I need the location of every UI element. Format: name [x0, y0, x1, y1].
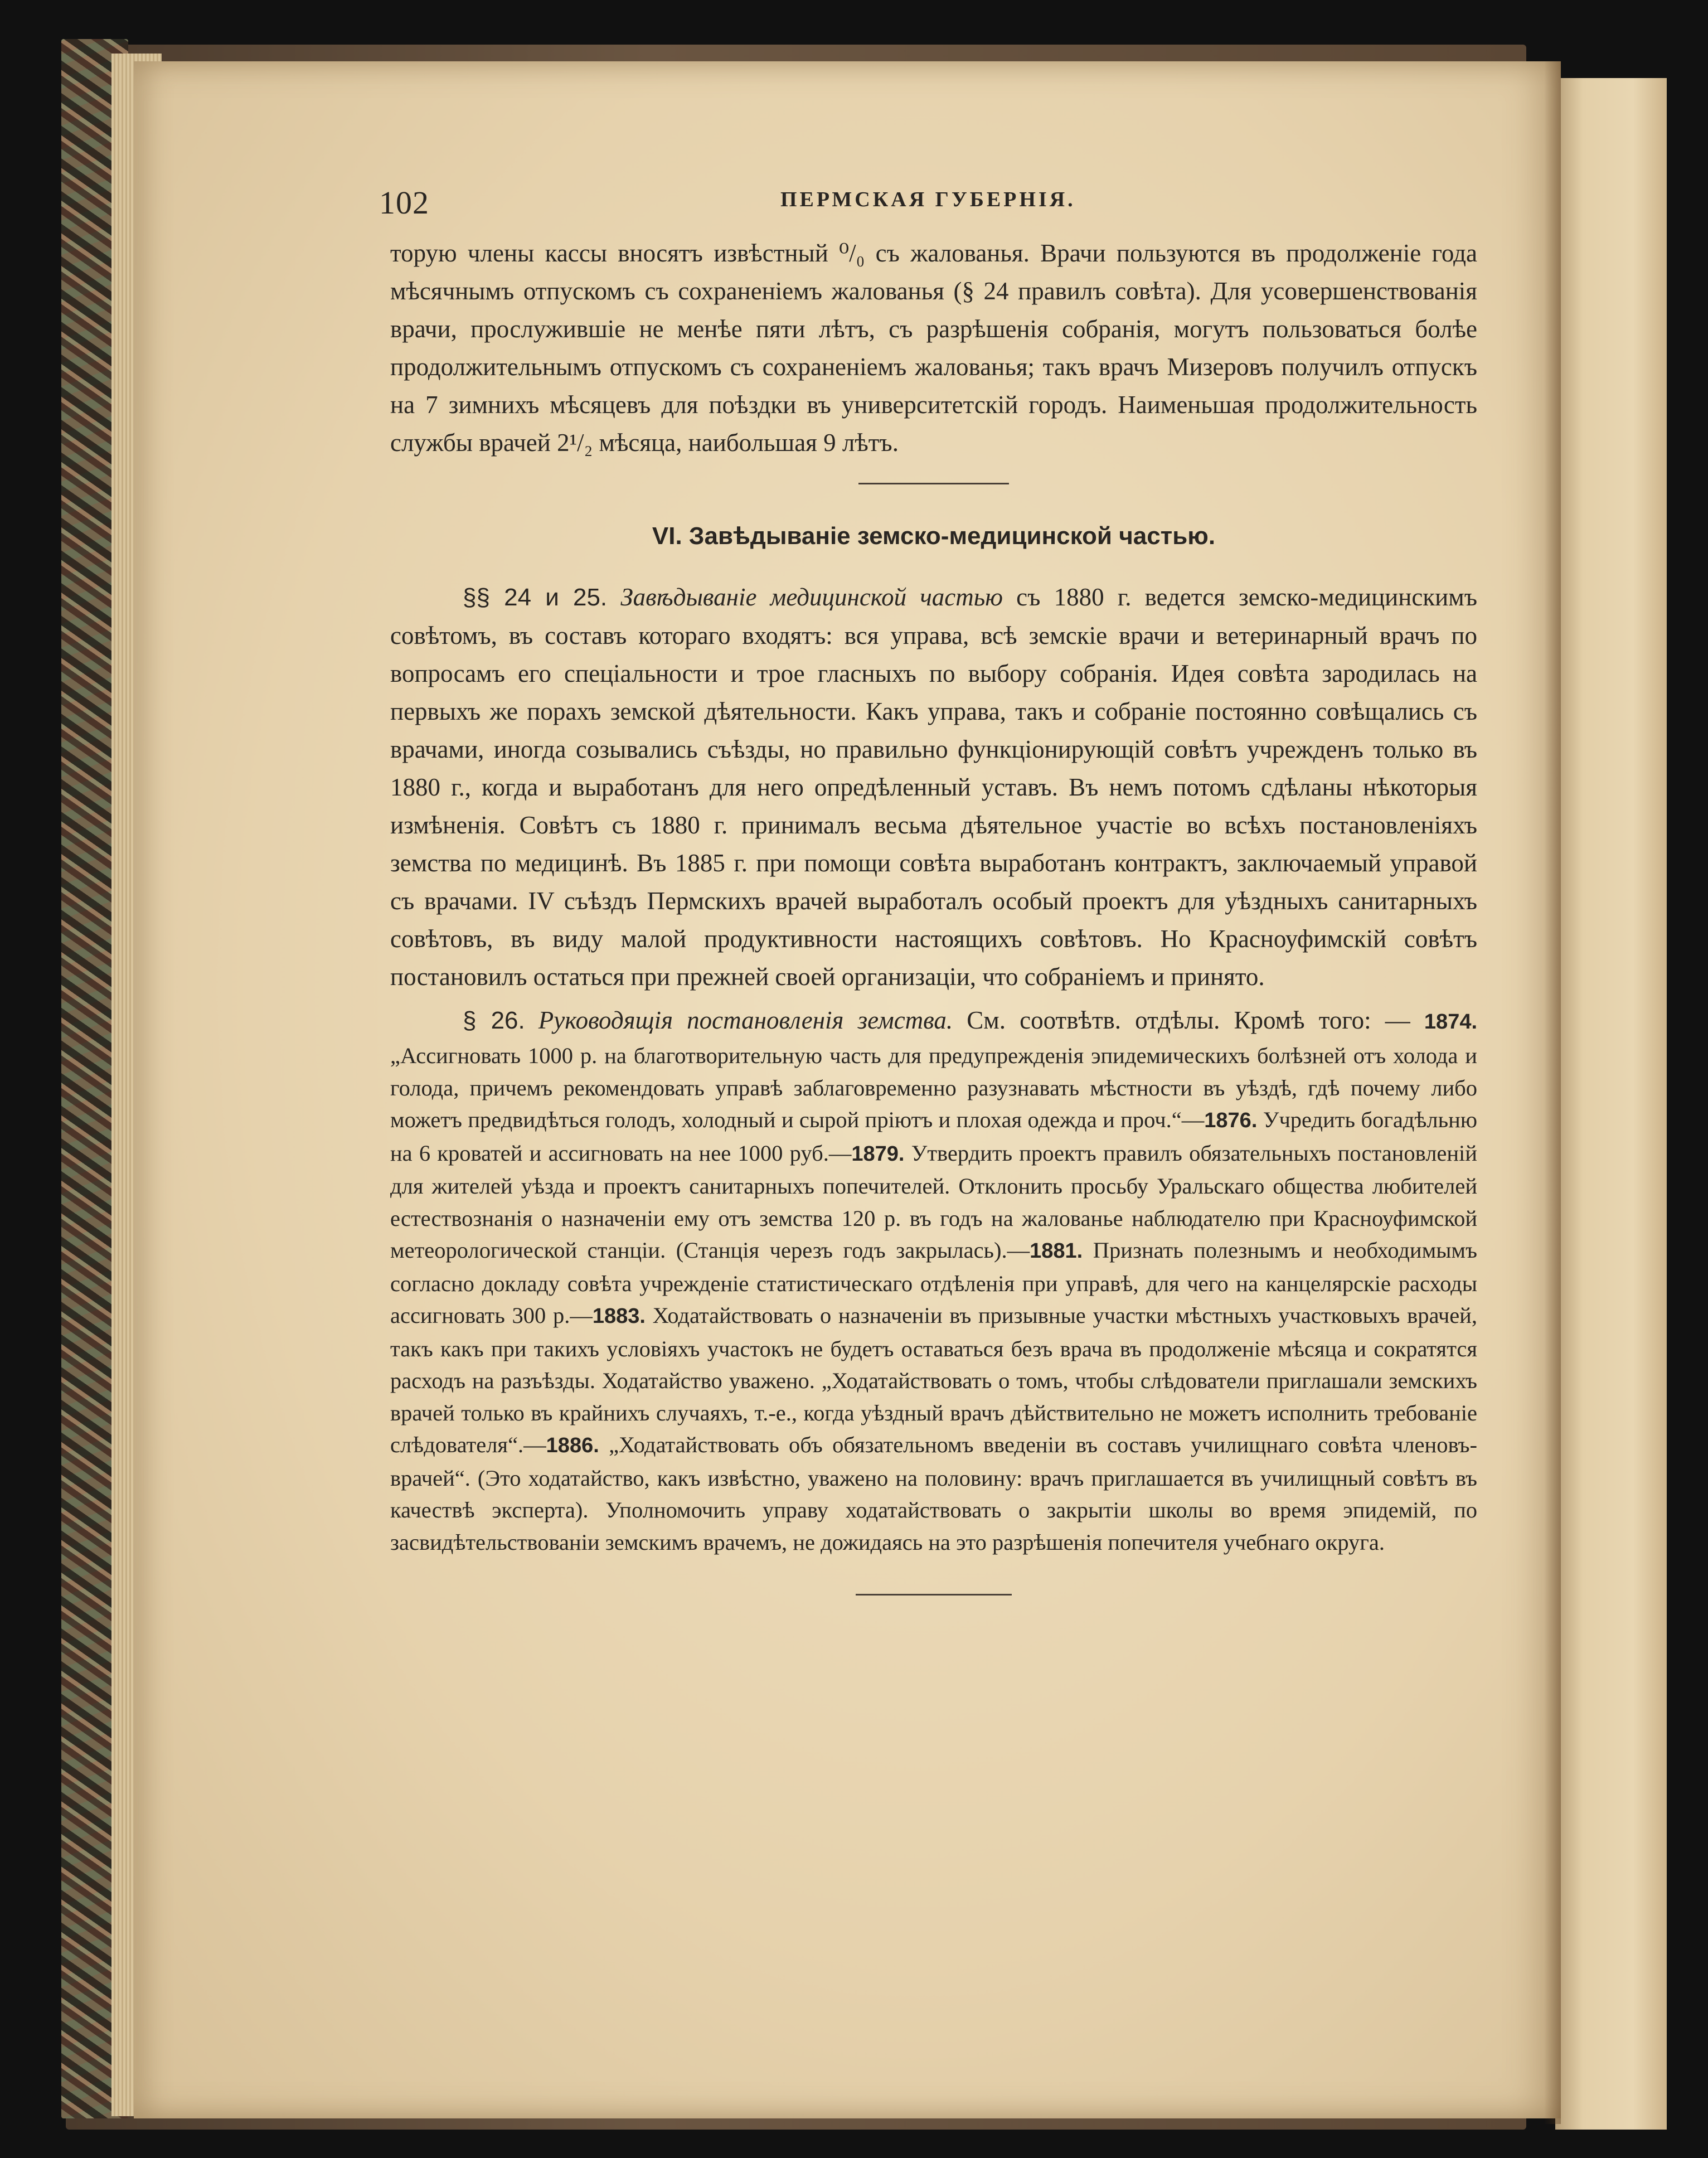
year-1886: 1886.: [546, 1434, 599, 1457]
paragraph-medical-administration: [390, 578, 1477, 996]
paragraph-label: §§ 24 и 25.: [463, 584, 608, 611]
closing-divider: [856, 1594, 1012, 1596]
year-1881: 1881.: [1030, 1239, 1083, 1263]
paragraph-lead: См. соотвѣтв. отдѣлы. Кромѣ того: —: [953, 1006, 1424, 1034]
year-1883: 1883.: [592, 1305, 646, 1328]
resolution-1881: Признать полезнымъ и необходимымъ согласно докладу совѣта учрежденіе статистическаго отдѣленія при управѣ, для чего на канцелярскіе расходы ассигновать 300 р.—: [390, 1238, 1477, 1328]
year-1874: 1874.: [1424, 1010, 1478, 1034]
resolution-1886: „Ходатайствовать объ обязательномъ введеніи въ составъ училищнаго совѣта членовъ-врачей“. (Это ходатайство, какъ извѣстно, уважено на половину: врачъ приглашается въ училищный совѣтъ въ качествѣ эксперта). Уполномочить управу ходатайствовать о закрытіи школы во время эпидемій, по засвидѣтельствованіи земскимъ врачемъ, не дожидаясь на это разрѣшенія попечителя учебнаго округа.: [390, 1432, 1477, 1555]
paragraph-text: съ 1880 г. ведется земско-медицинскимъ совѣтомъ, въ составъ котораго входятъ: вся управа, всѣ земскіе врачи и ветеринарный врачъ по вопросамъ его спеціальности и трое гласныхъ по выбору собранія. Идея совѣта зародилась на первыхъ же порахъ земской дѣятельности. Какъ управа, такъ и собраніе постоянно совѣщались съ врачами, иногда созывались съѣзды, но правильно функціонирующій совѣтъ учрежденъ только въ 1880 г., когда и выработанъ для него опредѣленный уставъ. Въ немъ потомъ сдѣланы нѣкоторыя измѣненія. Совѣтъ съ 1880 г. принималъ весьма дѣятельное участіе во всѣхъ постановленіяхъ земства по медицинѣ. Въ 1885 г. при помощи совѣта выработанъ контрактъ, заключаемый управой съ врачами. IV съѣздъ Пермскихъ врачей выработалъ особый проектъ для уѣздныхъ санитарныхъ совѣтовъ, въ виду малой продуктивности настоящихъ совѣтовъ. Но Красноуфимскій совѣтъ постановилъ остаться при прежней своей организаціи, что собраніемъ и принято.: [390, 583, 1477, 991]
resolution-1879: Утвердить проектъ правилъ обязательныхъ постановленій для жителей уѣзда и проектъ санитарныхъ попечителей. Отклонить просьбу Уральскаго общества любителей естествознанія о назначеніи ему отъ земства 120 р. въ годъ на жалованье наблюдателю при Красноуфимской метеорологической станціи. (Станція черезъ годъ закрылась).—: [390, 1140, 1477, 1263]
paragraph-label: § 26.: [463, 1007, 525, 1034]
paragraph-continued: торую члены кассы вносятъ извѣстный ⁰/₀ съ жалованья. Врачи пользуются въ продолженіе года мѣсячнымъ отпускомъ съ сохраненіемъ жалованья (§ 24 правилъ совѣта). Для усовершенствованія врачи, прослужившіе не менѣе пяти лѣтъ, съ разрѣшенія собранія, могутъ пользоваться болѣе продолжительнымъ отпускомъ съ сохраненіемъ жалованья; такъ врачъ Мизеровъ получилъ отпускъ на 7 зимнихъ мѣсяцевъ для поѣздки въ университетскій городъ. Наименьшая продолжительность службы врачей 2¹/₂ мѣсяца, наибольшая 9 лѣтъ.: [390, 239, 1477, 457]
year-1876: 1876.: [1204, 1109, 1258, 1132]
text-column: [379, 167, 1478, 1596]
running-title: ПЕРМСКАЯ ГУБЕРНІЯ.: [780, 188, 1076, 211]
gutter-shadow: [1544, 61, 1561, 2124]
year-1879: 1879.: [851, 1142, 905, 1166]
running-header: [379, 167, 1477, 234]
italic-term: Руководящія постановленія земства.: [538, 1006, 953, 1034]
paragraph-resolutions: [390, 1001, 1477, 1558]
italic-term: Завѣдываніе медицинской частью: [620, 583, 1003, 611]
page-number: 102: [379, 185, 429, 221]
section-heading: VI. Завѣдываніе земско-медицинской частью.: [652, 522, 1216, 550]
resolution-1874: „Ассигновать 1000 р. на благотворительную часть для предупрежденія эпидемическихъ болѣзней отъ холода и голода, причемъ рекомендовать управѣ заблаговременно разузнавать мѣстности въ уѣздѣ, гдѣ почему либо можетъ предвидѣться голодъ, холодный и сырой пріютъ и плохая одежда и проч.“—: [390, 1043, 1477, 1132]
resolution-1883: Ходатайствовать о назначеніи въ призывные участки мѣстныхъ участковыхъ врачей, такъ какъ при такихъ условіяхъ участокъ не будетъ оставаться безъ врача въ продолженіе мѣсяца и сократятся расходъ на разъѣзды. Ходатайство уважено. „Ходатайствовать о томъ, чтобы слѣдователи приглашали земскихъ врачей только въ крайнихъ случаяхъ, т.-е., когда уѣздный врачъ дѣйствительно не можетъ исполнить требованіе слѣдователя“.—: [390, 1303, 1477, 1457]
facing-page-edge: [1555, 78, 1667, 2130]
resolution-1876: Учредить богадѣльню на 6 кроватей и ассигновать на нее 1000 руб.—: [390, 1107, 1477, 1166]
section-divider: [858, 483, 1009, 484]
